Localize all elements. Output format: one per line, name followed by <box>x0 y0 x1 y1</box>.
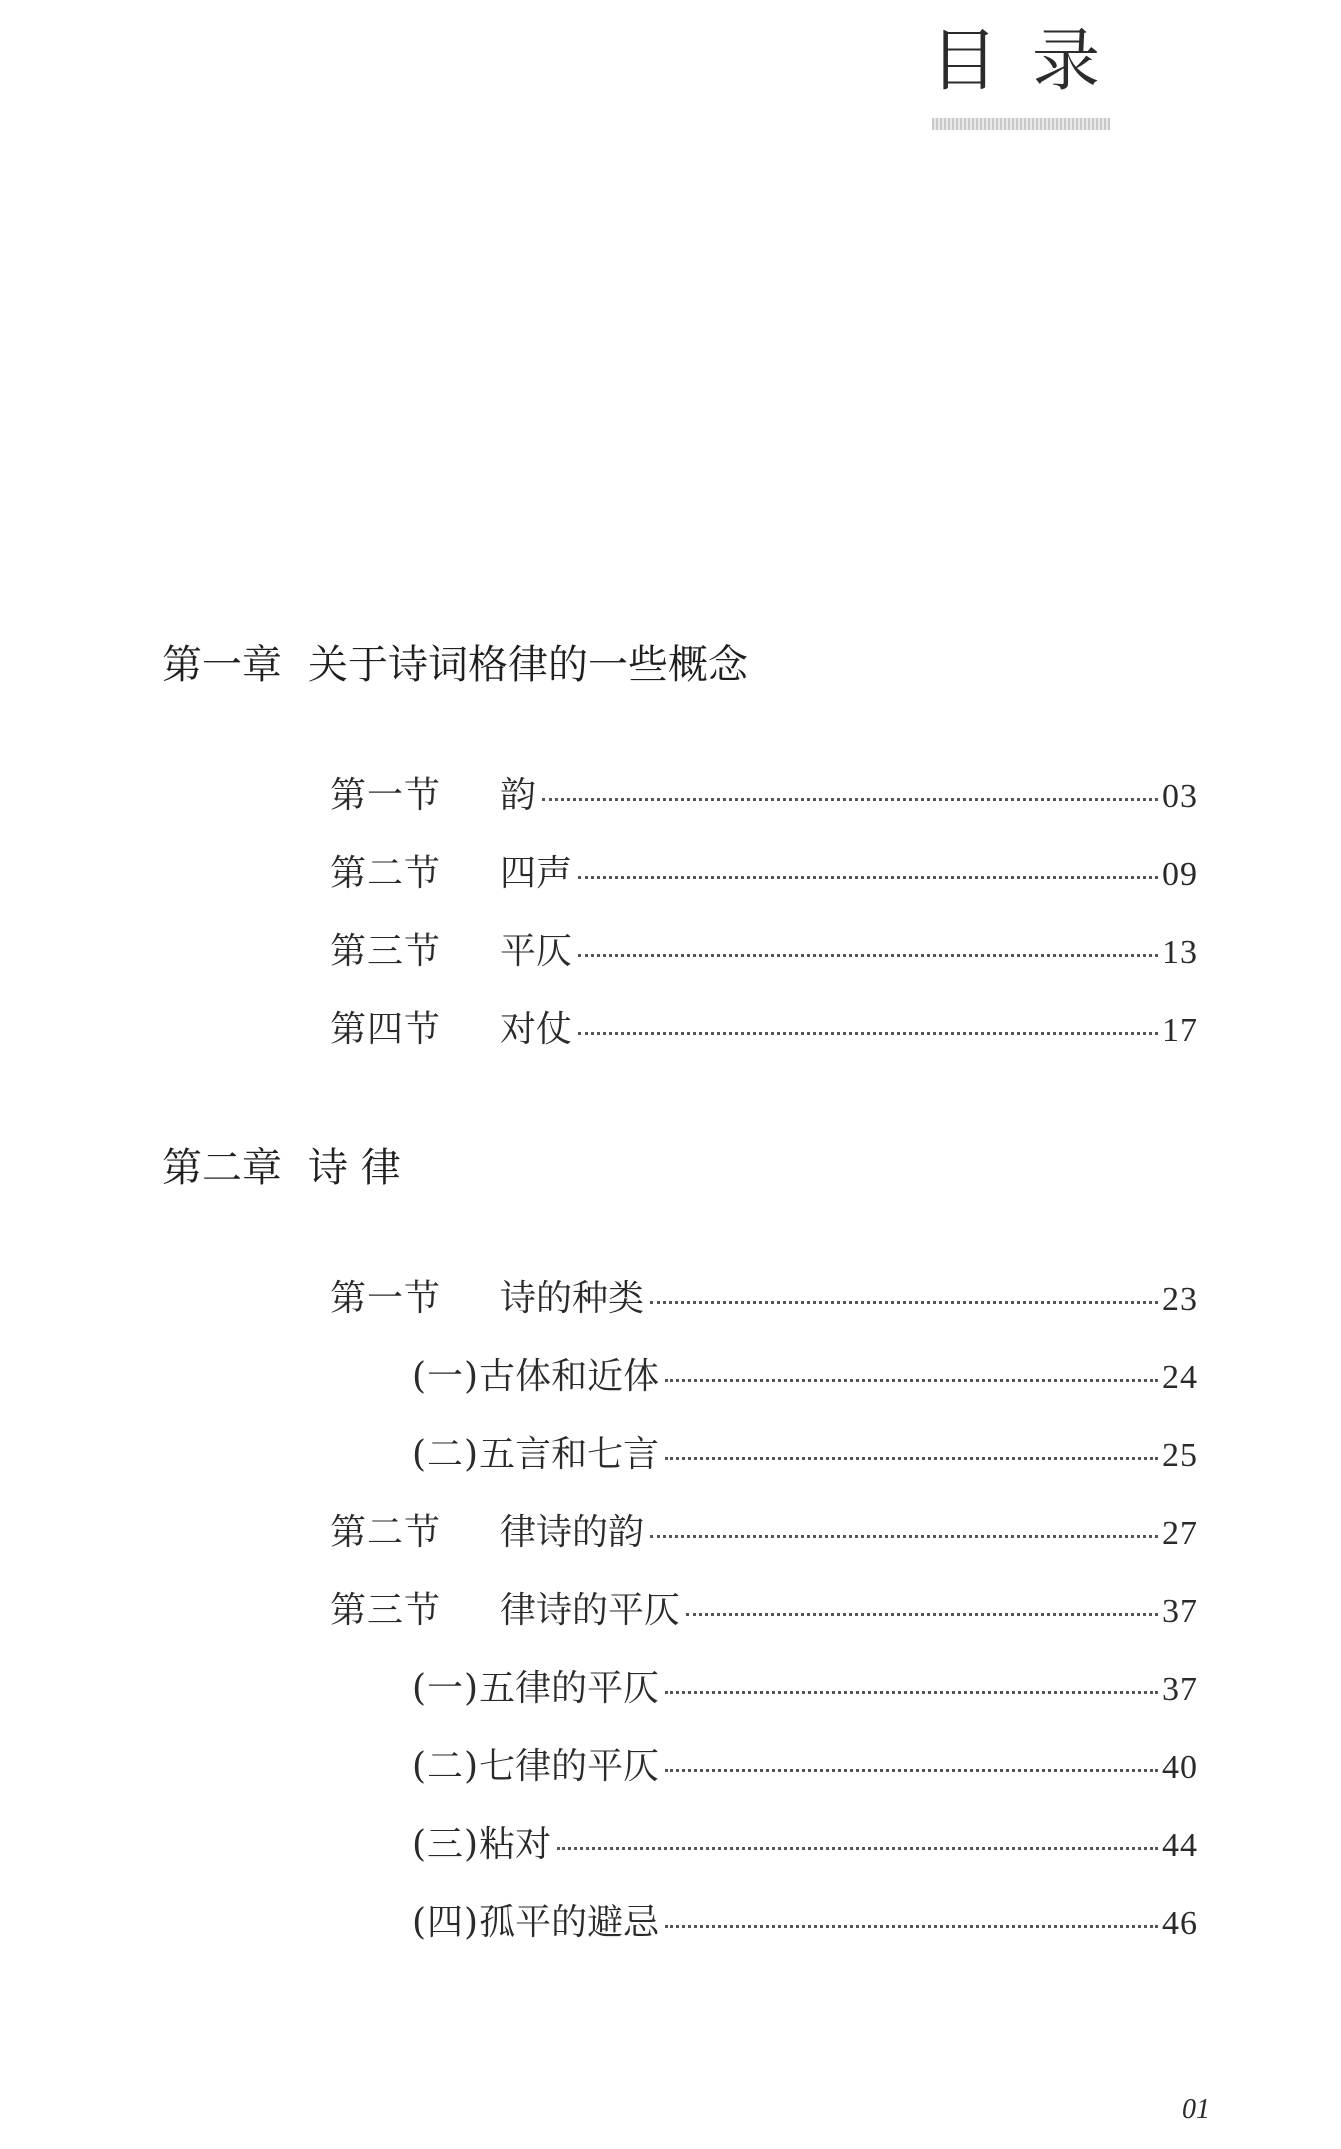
chapter-title: 诗 律 <box>308 1145 401 1191</box>
toc-entry[interactable] <box>330 931 1198 972</box>
toc-subentry[interactable] <box>412 1746 1198 1787</box>
subsection-label: (一) <box>412 1668 480 1709</box>
toc-entry[interactable] <box>330 1512 1198 1553</box>
chapter-heading <box>162 1145 401 1191</box>
page-ref: 25 <box>1162 1437 1198 1474</box>
page-ref: 40 <box>1162 1749 1198 1786</box>
dot-leader <box>578 1032 1158 1035</box>
dot-leader <box>578 954 1158 957</box>
subsection-title: 古体和近体 <box>479 1356 660 1397</box>
subsection-title: 五言和七言 <box>479 1434 660 1475</box>
chapter-label: 第一章 <box>162 642 282 688</box>
toc-subentry[interactable] <box>412 1902 1198 1943</box>
section-title: 四声 <box>500 853 573 894</box>
dot-leader <box>542 798 1158 801</box>
page-ref: 13 <box>1162 934 1198 971</box>
title-underline <box>932 118 1110 130</box>
page-number: 01 <box>1182 2094 1210 2125</box>
section-label: 第三节 <box>330 931 442 972</box>
subsection-label: (一) <box>412 1356 480 1397</box>
toc-entry[interactable] <box>330 853 1198 894</box>
subsection-label: (三) <box>412 1824 480 1865</box>
toc-entry[interactable] <box>330 1590 1198 1631</box>
dot-leader <box>650 1301 1158 1304</box>
page-ref: 37 <box>1162 1593 1198 1630</box>
toc-entry[interactable] <box>330 1278 1198 1319</box>
section-title: 对仗 <box>500 1009 573 1050</box>
section-label: 第二节 <box>330 853 442 894</box>
toc-entry[interactable] <box>330 775 1198 816</box>
dot-leader <box>578 876 1158 879</box>
subsection-label: (四) <box>412 1902 480 1943</box>
page-ref: 27 <box>1162 1515 1198 1552</box>
subsection-title: 五律的平仄 <box>479 1668 660 1709</box>
page-ref: 37 <box>1162 1671 1198 1708</box>
page-ref: 17 <box>1162 1012 1198 1049</box>
page-ref: 09 <box>1162 856 1198 893</box>
dot-leader <box>665 1691 1158 1694</box>
dot-leader <box>665 1925 1158 1928</box>
section-title: 律诗的平仄 <box>500 1590 681 1631</box>
dot-leader <box>665 1379 1158 1382</box>
toc-subentry[interactable] <box>412 1668 1198 1709</box>
toc-subentry[interactable] <box>412 1824 1198 1865</box>
subsection-title: 粘对 <box>479 1824 552 1865</box>
section-label: 第四节 <box>330 1009 442 1050</box>
section-title: 诗的种类 <box>500 1278 645 1319</box>
chapter-title: 关于诗词格律的一些概念 <box>308 642 748 688</box>
page-ref: 24 <box>1162 1359 1198 1396</box>
subsection-label: (二) <box>412 1746 480 1787</box>
page-ref: 46 <box>1162 1905 1198 1942</box>
page-ref: 03 <box>1162 778 1198 815</box>
dot-leader <box>665 1457 1158 1460</box>
section-title: 平仄 <box>500 931 573 972</box>
toc-subentry[interactable] <box>412 1356 1198 1397</box>
section-label: 第三节 <box>330 1590 442 1631</box>
page-title: 目录 <box>930 22 1135 101</box>
dot-leader <box>665 1769 1158 1772</box>
dot-leader <box>557 1847 1158 1850</box>
section-label: 第二节 <box>330 1512 442 1553</box>
section-title: 律诗的韵 <box>500 1512 645 1553</box>
dot-leader <box>650 1535 1158 1538</box>
toc-subentry[interactable] <box>412 1434 1198 1475</box>
chapter-heading <box>162 642 748 688</box>
subsection-title: 七律的平仄 <box>479 1746 660 1787</box>
page-ref: 23 <box>1162 1281 1198 1318</box>
section-label: 第一节 <box>330 775 442 816</box>
section-title: 韵 <box>500 775 537 816</box>
dot-leader <box>686 1613 1158 1616</box>
page-ref: 44 <box>1162 1827 1198 1864</box>
subsection-label: (二) <box>412 1434 480 1475</box>
chapter-label: 第二章 <box>162 1145 282 1191</box>
subsection-title: 孤平的避忌 <box>479 1902 660 1943</box>
section-label: 第一节 <box>330 1278 442 1319</box>
toc-entry[interactable] <box>330 1009 1198 1050</box>
